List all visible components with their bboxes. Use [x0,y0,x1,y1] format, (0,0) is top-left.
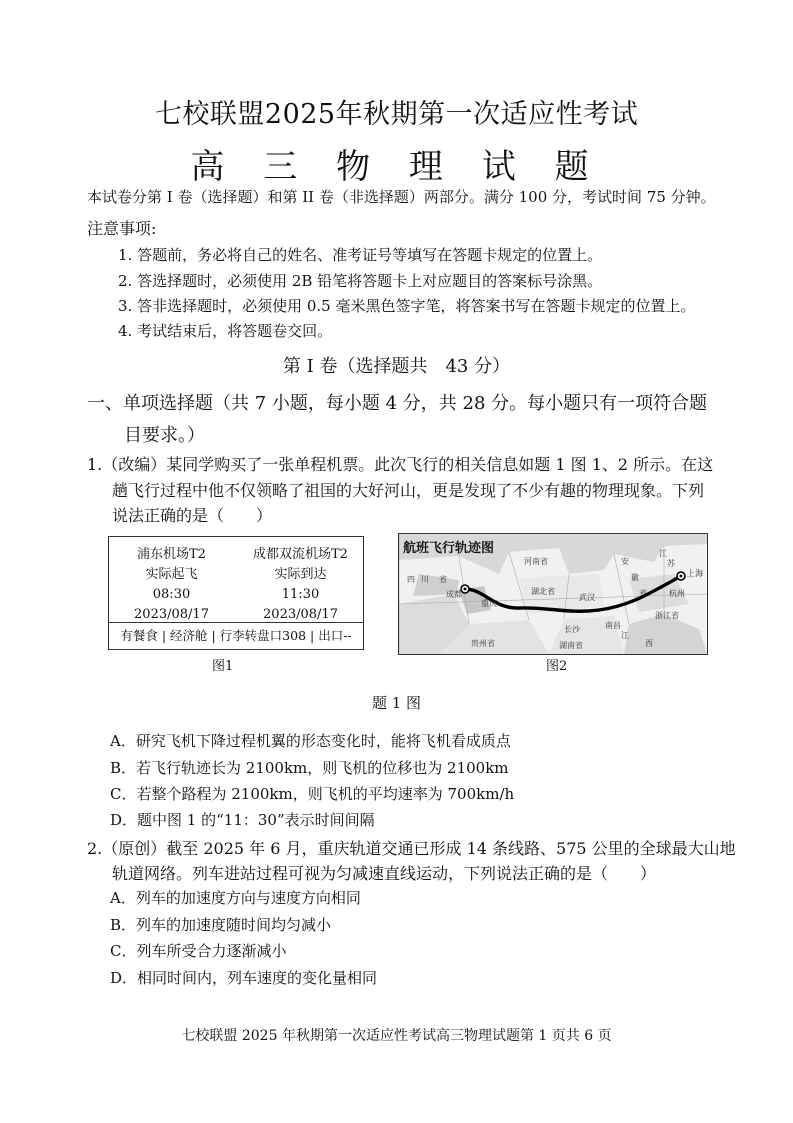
map-label: 长沙 [564,625,580,634]
map-label: 徽 [631,573,639,582]
notice-heading: 注意事项: [87,219,157,238]
q1-text-line: 趟飞行过程中他不仅领略了祖国的大好河山，更是发现了不少有趣的物理现象。下列 [112,481,705,500]
q1-option-c: C．若整个路程为 2100km，则飞机的平均速率为 700km/h [110,785,515,803]
dep-date: 2023/08/17 [134,607,209,622]
map-label: 河南省 [524,557,548,566]
arr-status: 实际到达 [274,567,327,582]
map-title: 航班飞行轨迹图 [403,541,495,556]
exam-subject-title: 高 三 物 理 试 题 [190,147,603,187]
arr-time: 11:30 [281,587,320,602]
dep-time: 08:30 [152,587,191,602]
part-heading: 一、单项选择题（共 7 小题，每小题 4 分，共 28 分。每小题只有一项符合题 [87,393,708,414]
map-label: 武汉 [579,593,595,602]
map-label: 贵州省 [471,639,495,648]
map-label: 江 [621,631,629,640]
ticket-departure [109,545,234,625]
map-label: 省 [439,575,447,584]
ticket-arrival [238,545,363,625]
arr-airport: 成都双流机场T2 [253,547,348,562]
q1-option-b: B．若飞行轨迹长为 2100km，则飞机的位移也为 2100km [110,759,509,777]
q1-option-d: D．题中图 1 的“11：30”表示时间间隔 [110,811,375,829]
notice-item: 4. 考试结束后，将答题卷交回。 [118,322,333,340]
map-label: 西 [645,639,653,648]
map-label: 湖北省 [531,587,555,596]
fig2-label: 图2 [546,659,568,674]
map-label: 杭州 [669,589,685,598]
notice-item: 2. 答选择题时，必须使用 2B 铅笔将答题卡上对应题目的答案标号涂黑。 [118,272,603,290]
q2-text-line: 轨道网络。列车进站过程可视为匀减速直线运动，下列说法正确的是（ ） [112,864,657,883]
q2-option-b: B．列车的加速度随时间均匀减小 [110,916,332,934]
exam-intro: 本试卷分第 I 卷（选择题）和第 II 卷（非选择题）两部分。满分 100 分，考试时间 75 分钟。 [87,188,716,206]
figure-caption: 题 1 图 [371,694,422,712]
map-label: 上海 [687,569,703,578]
dep-status: 实际起飞 [145,567,198,582]
q2-option-d: D．相同时间内，列车速度的变化量相同 [110,969,378,987]
map-label: 江 [659,549,667,558]
map-label: 四 [407,575,415,584]
part-heading-cont: 目要求。） [124,425,205,446]
notice-item: 3. 答非选择题时，必须使用 0.5 毫米黑色签字笔，将答案书写在答题卡规定的位置上。 [118,297,696,315]
map-label: 南昌 [605,621,621,630]
flight-ticket-figure [108,536,364,650]
section-title: 第 I 卷（选择题共 43 分） [282,356,511,377]
q2-text-line: 2.（原创）截至 2025 年 6 月，重庆轨道交通已形成 14 条线路、575 公里的全球最大山地 [87,839,736,858]
q1-text-line: 1.（改编）某同学购买了一张单程机票。此次飞行的相关信息如题 1 图 1、2 所示。在这 [87,455,714,474]
exam-title: 七校联盟2025年秋期第一次适应性考试 [154,99,639,130]
q2-option-c: C．列车所受合力逐渐减小 [110,942,287,960]
map-label: 安 [621,557,629,566]
flight-map-figure [398,533,708,655]
page-footer: 七校联盟 2025 年秋期第一次适应性考试高三物理试题第 1 页共 6 页 [181,1028,612,1044]
map-label: 湖南省 [559,641,583,650]
map-label: 成都 [446,590,462,599]
map-label: 苏 [667,559,675,568]
map-label: 省 [639,589,647,598]
dep-airport: 浦东机场T2 [137,547,206,562]
arr-date: 2023/08/17 [263,607,338,622]
map-label: 重庆 [481,599,497,608]
q1-text-line: 说法正确的是（ ） [112,506,273,525]
ticket-info-bar: 有餐食 | 经济舱 | 行李转盘口308 | 出口-- [109,622,363,649]
fig1-label: 图1 [212,659,234,674]
notice-item: 1. 答题前，务必将自己的姓名、准考证号等填写在答题卡规定的位置上。 [118,246,603,264]
map-label: 川 [421,575,429,584]
q1-option-a: A．研究飞机下降过程机翼的形态变化时，能将飞机看成质点 [110,732,511,750]
q2-option-a: A．列车的加速度方向与速度方向相同 [110,889,361,907]
map-label: 浙江省 [655,611,679,620]
